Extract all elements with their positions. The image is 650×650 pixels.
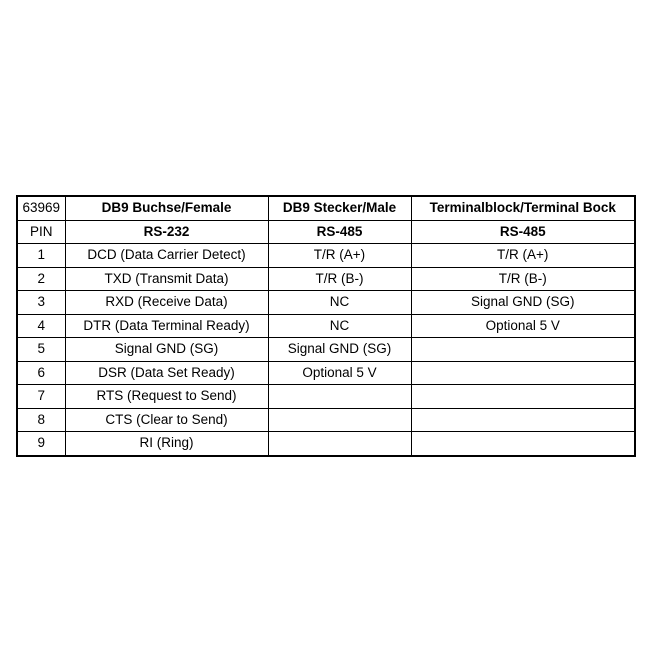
pin-number: 3	[17, 291, 65, 315]
pin-number: 8	[17, 408, 65, 432]
product-id-cell: 63969	[17, 196, 65, 220]
pinout-table	[16, 195, 636, 457]
terminal-block-signal	[411, 432, 635, 456]
table-row	[17, 408, 635, 432]
db9-female-signal: TXD (Transmit Data)	[65, 267, 268, 291]
table-row	[17, 244, 635, 268]
terminal-block-signal	[411, 361, 635, 385]
db9-female-signal: RXD (Receive Data)	[65, 291, 268, 315]
protocol-terminal-block: RS-485	[411, 220, 635, 244]
terminal-block-signal: T/R (B-)	[411, 267, 635, 291]
db9-female-signal: RTS (Request to Send)	[65, 385, 268, 409]
db9-male-signal: Signal GND (SG)	[268, 338, 411, 362]
db9-male-signal	[268, 408, 411, 432]
terminal-block-signal	[411, 338, 635, 362]
db9-male-signal	[268, 385, 411, 409]
terminal-block-signal: T/R (A+)	[411, 244, 635, 268]
table-row	[17, 314, 635, 338]
terminal-block-signal	[411, 408, 635, 432]
db9-male-signal: T/R (B-)	[268, 267, 411, 291]
terminal-block-signal	[411, 385, 635, 409]
table-header-row	[17, 196, 635, 220]
column-header-terminal-block: Terminalblock/Terminal Bock	[411, 196, 635, 220]
db9-male-signal: T/R (A+)	[268, 244, 411, 268]
table-row	[17, 385, 635, 409]
column-header-db9-male: DB9 Stecker/Male	[268, 196, 411, 220]
db9-male-signal	[268, 432, 411, 456]
column-header-db9-female: DB9 Buchse/Female	[65, 196, 268, 220]
table-subheader-row	[17, 220, 635, 244]
pin-number: 2	[17, 267, 65, 291]
db9-male-signal: Optional 5 V	[268, 361, 411, 385]
pin-number: 7	[17, 385, 65, 409]
db9-male-signal: NC	[268, 291, 411, 315]
db9-female-signal: DTR (Data Terminal Ready)	[65, 314, 268, 338]
db9-female-signal: DSR (Data Set Ready)	[65, 361, 268, 385]
pin-number: 6	[17, 361, 65, 385]
table-row	[17, 361, 635, 385]
table-row	[17, 267, 635, 291]
db9-male-signal: NC	[268, 314, 411, 338]
terminal-block-signal: Optional 5 V	[411, 314, 635, 338]
table-row	[17, 432, 635, 456]
db9-female-signal: RI (Ring)	[65, 432, 268, 456]
db9-female-signal: Signal GND (SG)	[65, 338, 268, 362]
table-row	[17, 338, 635, 362]
pin-number: 4	[17, 314, 65, 338]
pin-number: 5	[17, 338, 65, 362]
pin-number: 9	[17, 432, 65, 456]
db9-female-signal: CTS (Clear to Send)	[65, 408, 268, 432]
pin-number: 1	[17, 244, 65, 268]
pin-header-cell: PIN	[17, 220, 65, 244]
db9-female-signal: DCD (Data Carrier Detect)	[65, 244, 268, 268]
protocol-db9-male: RS-485	[268, 220, 411, 244]
table-row	[17, 291, 635, 315]
protocol-db9-female: RS-232	[65, 220, 268, 244]
terminal-block-signal: Signal GND (SG)	[411, 291, 635, 315]
